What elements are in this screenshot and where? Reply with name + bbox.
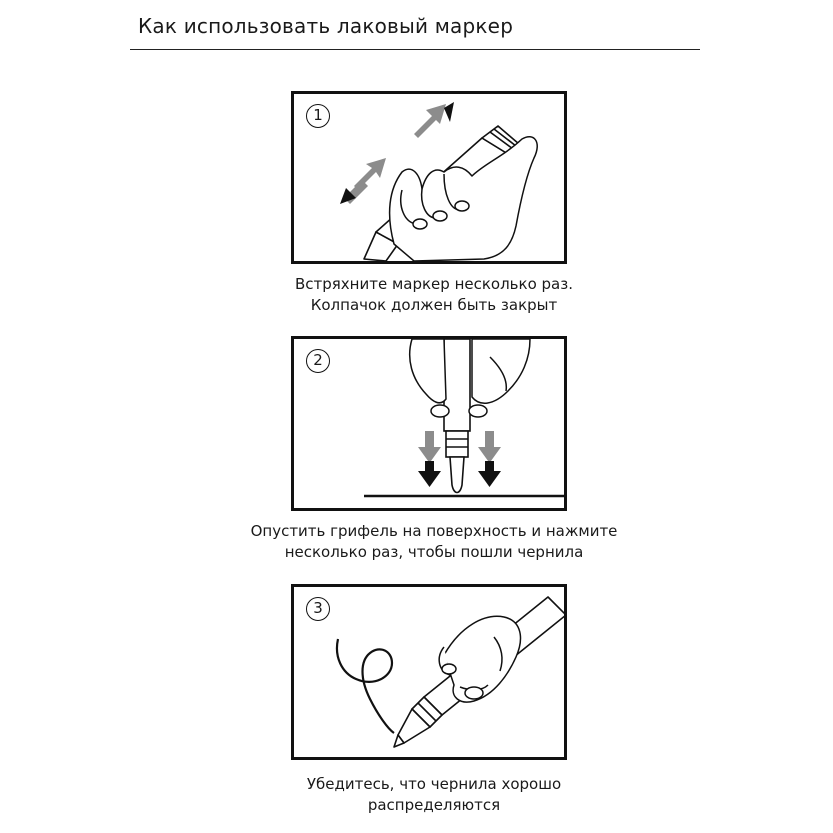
step-2-caption (160, 521, 708, 563)
step-2-illustration (291, 336, 567, 511)
step-2-caption-line-2: несколько раз, чтобы пошли чернила (284, 543, 584, 561)
step-2-caption-line-1: Опустить грифель на поверхность и нажмите (250, 522, 618, 540)
scribble-line-icon (337, 639, 394, 733)
step-1-caption-line-2: Колпачок должен быть закрыт (310, 296, 558, 314)
title-divider (130, 49, 700, 50)
step-3-caption-line-2: распределяются (367, 796, 501, 814)
step-2-number-badge: 2 (306, 349, 330, 373)
step-3-number-badge: 3 (306, 597, 330, 621)
press-marker-drawing (294, 339, 564, 508)
step-3-caption (160, 774, 708, 816)
step-1-number-badge: 1 (306, 104, 330, 128)
page-title: Как использовать лаковый маркер (138, 14, 514, 38)
step-3-illustration (291, 584, 567, 760)
step-3-caption-line-1: Убедитесь, что чернила хорошо (306, 775, 562, 793)
step-1-caption (160, 274, 708, 316)
shake-marker-drawing (294, 94, 564, 261)
step-1-caption-line-1: Встряхните маркер несколько раз. (294, 275, 573, 293)
write-test-drawing (294, 587, 564, 757)
step-1-illustration (291, 91, 567, 264)
